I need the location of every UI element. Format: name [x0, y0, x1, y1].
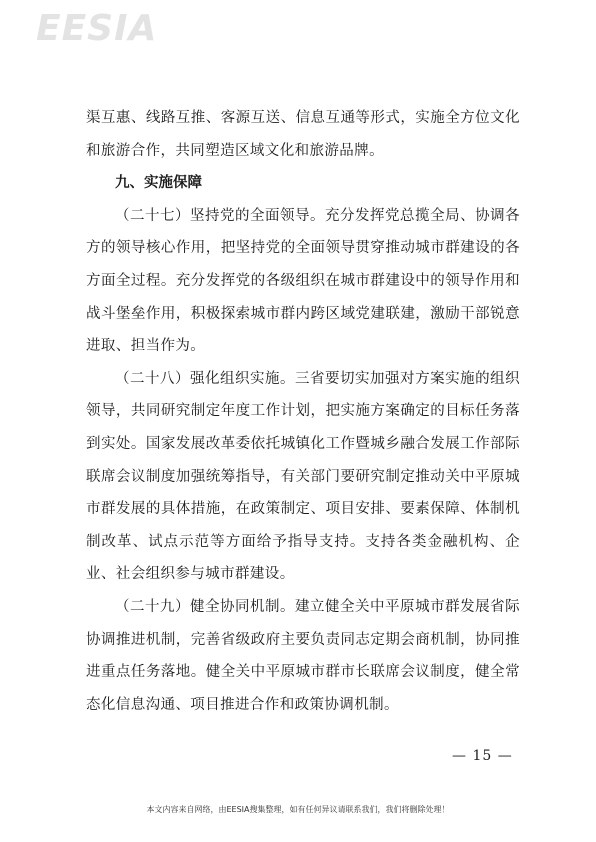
paragraph-continuation: 渠互惠、线路互推、客源互送、信息互通等形式，实施全方位文化和旅游合作，共同塑造区域文化和旅游品牌。: [86, 110, 520, 159]
page-number: — 15 —: [452, 748, 513, 764]
eesia-watermark-logo: EESIA: [36, 8, 158, 49]
paragraph-29: （二十九）健全协同机制。建立健全关中平原城市群发展省际协调推进机制，完善省级政府主要负责同志定期会商机制，协同推进重点任务落地。健全关中平原城市群市长联席会议制度，健全常态化信息沟通、项目推进合作和政策协调机制。: [86, 598, 520, 713]
footer-disclaimer: 本文内容来自网络，由EESIA搜集整理，如有任何异议请联系我们，我们将删除处理！: [146, 805, 450, 814]
document-body: [86, 102, 520, 721]
paragraph-27: （二十七）坚持党的全面领导。充分发挥党总揽全局、协调各方的领导核心作用，把坚持党的全面领导贯穿推动城市群建设的各方面全过程。充分发挥党的各级组织在城市群建设中的领导作用和战斗堡垒作用，积极探索城市群内跨区域党建联建，激励干部锐意进取、担当作为。: [86, 207, 520, 355]
section-heading: 九、实施保障: [115, 175, 202, 192]
paragraph-28: （二十八）强化组织实施。三省要切实加强对方案实施的组织领导，共同研究制定年度工作计划，把实施方案确定的目标任务落到实处。国家发展改革委依托城镇化工作暨城乡融合发展工作部际联席会议制度加强统筹指导，有关部门要研究制定推动关中平原城市群发展的具体措施，在政策制定、项目安排、要素保障、体制机制改革、试点示范等方面给予指导支持。支持各类金融机构、企业、社会组织参与城市群建设。: [86, 370, 520, 583]
